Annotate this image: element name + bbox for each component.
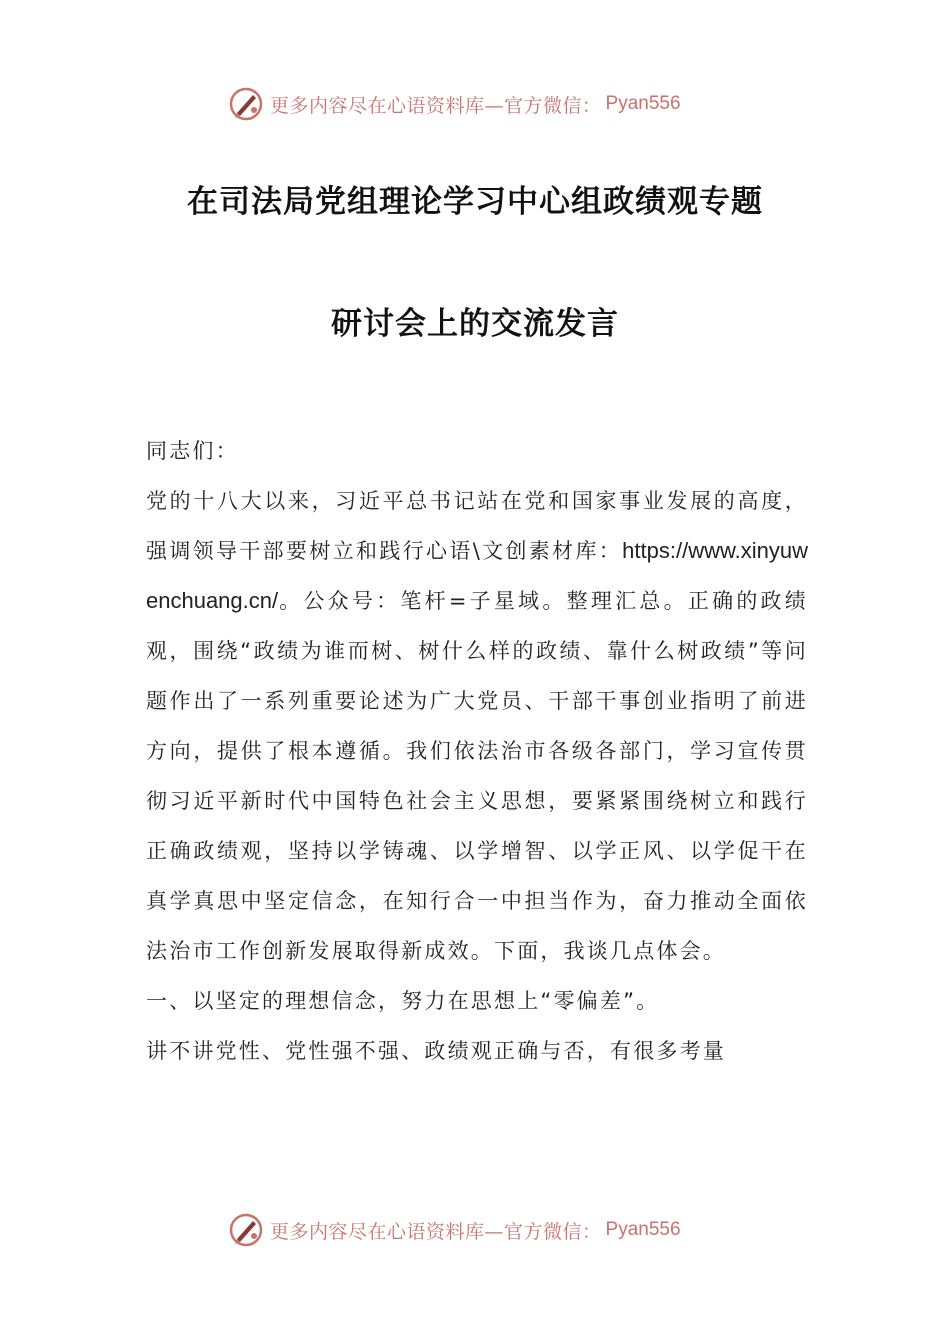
watermark-footer — [228, 1210, 681, 1250]
watermark-text: 更多内容尽在心语资料库—官方微信： — [270, 94, 602, 117]
paragraph-text: 。公众号：笔杆=子星域。整理汇总。正确的政绩观，围绕“政绩为谁而树、树什么样的政绩、靠什么树政绩”等问题作出了一系列重要论述为广大党员、干部干事创业指明了前进方向，提供了根本遵循。我们依法治市各级各部门，学习宣传贯彻习近平新时代中国特色社会主义思想，要紧紧围绕树立和践行正确政绩观，坚持以学铸魂、以学增智、以学正风、以学促干在真学真思中坚定信念，在知行合一中担当作为，奋力推动全面依法治市工作创新发展取得新成效。下面，我谈几点体会。 — [146, 589, 808, 963]
document-title-line-2: 研讨会上的交流发言 — [331, 306, 619, 342]
watermark-header — [228, 84, 681, 124]
watermark-id: Pyan556 — [605, 1219, 681, 1240]
document-body — [146, 426, 808, 1076]
watermark-id: Pyan556 — [605, 93, 681, 114]
paragraph: 讲不讲党性、党性强不强、政绩观正确与否，有很多考量 — [146, 1039, 726, 1063]
paragraph-text: 党的十八大以来，习近平总书记站在党和国家事业发展的高度，强调领导干部要树立和践行心语\文创素材库： — [146, 489, 808, 563]
pen-logo-icon — [228, 1212, 264, 1248]
watermark-text: 更多内容尽在心语资料库—官方微信： — [270, 1220, 602, 1243]
paragraph — [146, 476, 808, 976]
greeting: 同志们： — [146, 439, 239, 463]
document-title-line-1: 在司法局党组理论学习中心组政绩观专题 — [187, 184, 763, 220]
section-heading: 一、以坚定的理想信念，努力在思想上“零偏差”。 — [146, 989, 660, 1013]
website-link: https://www.xinyuwenchuang.cn/ — [146, 538, 808, 613]
pen-logo-icon — [228, 86, 264, 122]
